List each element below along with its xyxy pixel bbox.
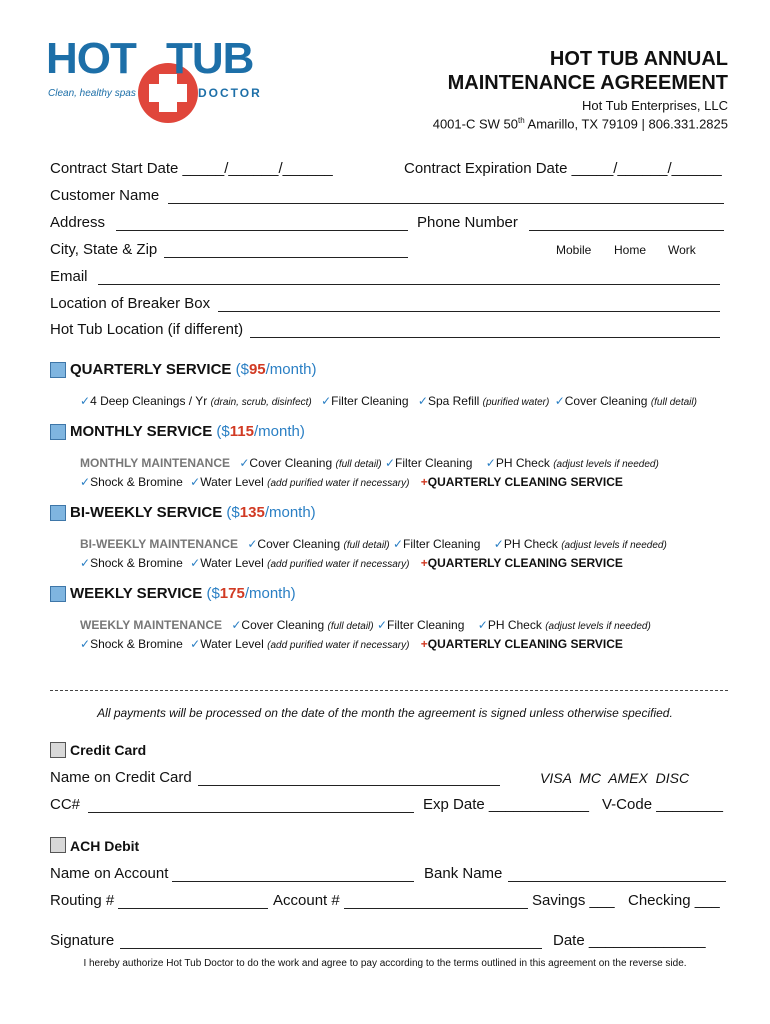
check-icon: ✓	[554, 394, 565, 408]
weekly-maintenance-label: WEEKLY MAINTENANCE	[80, 618, 223, 632]
item-cover-cleaning-note: (full detail)	[650, 397, 697, 408]
savings-field[interactable]: Savings ___	[532, 892, 615, 909]
address-sup: th	[517, 116, 525, 125]
item-filter-cleaning: Filter Cleaning	[387, 618, 465, 632]
item-cover-cleaning: Cover Cleaning	[257, 537, 341, 551]
weekly-service-heading	[70, 585, 296, 602]
logo-tagline: Clean, healthy spas	[48, 88, 136, 99]
quarterly-price-per: /month)	[265, 361, 317, 378]
breaker-box-label: Location of Breaker Box	[50, 295, 211, 312]
check-icon: ✓	[190, 556, 201, 570]
company-name: Hot Tub Enterprises, LLC	[582, 98, 728, 113]
quarterly-price-open: ($	[231, 361, 249, 378]
item-ph-check: PH Check	[495, 456, 550, 470]
quarterly-service-name: QUARTERLY SERVICE	[70, 361, 232, 378]
cc-number-label: CC#	[50, 796, 81, 813]
quarterly-price: 95	[248, 361, 266, 378]
item-filter-cleaning: Filter Cleaning	[331, 394, 409, 408]
phone-number-label: Phone Number	[417, 214, 518, 231]
check-icon: ✓	[477, 618, 488, 632]
signature-field[interactable]	[120, 948, 542, 949]
monthly-price-per: /month)	[253, 423, 305, 440]
weekly-price-open: ($	[202, 585, 220, 602]
routing-field[interactable]	[118, 908, 268, 909]
address-pre: 4001-C SW 50	[432, 116, 518, 132]
check-icon: ✓	[247, 537, 258, 551]
phone-number-field[interactable]	[529, 230, 724, 231]
contract-start-date[interactable]: Contract Start Date _____/______/______	[50, 160, 333, 177]
monthly-price: 115	[229, 423, 254, 440]
item-cover-cleaning: Cover Cleaning	[241, 618, 325, 632]
plus-icon: +	[420, 637, 428, 651]
item-water-level-note: (add purified water if necessary)	[267, 559, 410, 570]
account-field[interactable]	[344, 908, 528, 909]
address-post: Amarillo, TX 79109 | 806.331.2825	[524, 116, 728, 132]
phone-type-home[interactable]: Home	[614, 243, 647, 257]
item-shock-bromine: Shock & Bromine	[90, 556, 183, 570]
monthly-service-heading	[70, 423, 305, 440]
item-deep-cleanings: 4 Deep Cleanings / Yr	[90, 394, 208, 408]
item-quarterly-cleaning: QUARTERLY CLEANING SERVICE	[427, 637, 623, 651]
quarterly-service-heading	[70, 361, 317, 378]
logo-tub: TUB	[166, 34, 254, 83]
quarterly-items	[80, 394, 697, 408]
check-icon: ✓	[80, 556, 91, 570]
item-cover-cleaning-note: (full detail)	[335, 459, 382, 470]
monthly-items-row2	[80, 475, 623, 489]
customer-name-field[interactable]	[168, 203, 724, 204]
check-icon: ✓	[417, 394, 428, 408]
item-quarterly-cleaning: QUARTERLY CLEANING SERVICE	[427, 556, 623, 570]
item-cover-cleaning-note: (full detail)	[327, 621, 374, 632]
biweekly-items-row1	[80, 537, 667, 551]
email-label: Email	[50, 268, 88, 285]
plus-icon: +	[420, 475, 428, 489]
date-field[interactable]: Date ______________	[553, 932, 706, 949]
bank-name-field[interactable]	[508, 881, 726, 882]
email-field[interactable]	[98, 284, 720, 285]
item-cover-cleaning: Cover Cleaning	[564, 394, 648, 408]
name-on-account-label: Name on Account	[50, 865, 169, 882]
authorization-text: I hereby authorize Hot Tub Doctor to do the work and agree to pay according to the terms outlined in this agreement on the reverse side.	[83, 958, 687, 969]
check-icon: ✓	[80, 394, 91, 408]
logo	[46, 34, 268, 130]
hot-tub-location-label: Hot Tub Location (if different)	[50, 321, 244, 338]
weekly-service-checkbox[interactable]	[50, 586, 66, 602]
ach-debit-heading: ACH Debit	[70, 838, 140, 854]
biweekly-items-row2	[80, 556, 623, 570]
check-icon: ✓	[384, 456, 396, 470]
city-state-zip-field[interactable]	[164, 257, 408, 258]
check-icon: ✓	[80, 475, 91, 489]
monthly-maintenance-label: MONTHLY MAINTENANCE	[80, 456, 231, 470]
document-title-line2: MAINTENANCE AGREEMENT	[447, 72, 728, 94]
biweekly-price: 135	[239, 504, 265, 521]
biweekly-maintenance-label: BI-WEEKLY MAINTENANCE	[80, 537, 239, 551]
ach-debit-checkbox[interactable]	[50, 837, 66, 853]
item-cover-cleaning: Cover Cleaning	[249, 456, 333, 470]
item-shock-bromine: Shock & Bromine	[90, 475, 183, 489]
monthly-service-name: MONTHLY SERVICE	[70, 423, 213, 440]
account-label: Account #	[273, 892, 340, 909]
credit-card-heading: Credit Card	[70, 742, 147, 758]
item-shock-bromine: Shock & Bromine	[90, 637, 183, 651]
weekly-items-row1	[80, 618, 651, 632]
city-state-zip-label: City, State & Zip	[50, 241, 158, 258]
item-water-level-note: (add purified water if necessary)	[267, 478, 410, 489]
checking-field[interactable]: Checking ___	[628, 892, 720, 909]
monthly-items-row1	[80, 456, 659, 470]
item-cover-cleaning-note: (full detail)	[343, 540, 390, 551]
plus-icon: +	[420, 556, 428, 570]
weekly-price: 175	[219, 585, 245, 602]
item-ph-check-note: (adjust levels if needed)	[561, 540, 667, 551]
check-icon: ✓	[190, 637, 201, 651]
item-ph-check: PH Check	[487, 618, 542, 632]
item-ph-check-note: (adjust levels if needed)	[553, 459, 659, 470]
bank-name-label: Bank Name	[424, 865, 503, 882]
monthly-price-open: ($	[212, 423, 230, 440]
item-ph-check: PH Check	[503, 537, 558, 551]
item-deep-cleanings-note: (drain, scrub, disinfect)	[210, 397, 312, 408]
name-on-card-field[interactable]	[198, 785, 500, 786]
item-water-level: Water Level	[200, 475, 264, 489]
check-icon: ✓	[493, 537, 504, 551]
check-icon: ✓	[392, 537, 404, 551]
item-spa-refill: Spa Refill	[427, 394, 480, 408]
payment-note: All payments will be processed on the date of the month the agreement is signed unless otherwise specified.	[97, 706, 673, 720]
check-icon: ✓	[239, 456, 250, 470]
vcode-field[interactable]: V-Code ________	[602, 796, 723, 813]
dashed-divider	[50, 690, 728, 691]
item-ph-check-note: (adjust levels if needed)	[545, 621, 651, 632]
item-spa-refill-note: (purified water)	[482, 397, 550, 408]
cc-number-field[interactable]	[88, 812, 414, 813]
check-icon: ✓	[321, 394, 332, 408]
biweekly-service-checkbox[interactable]	[50, 505, 66, 521]
item-water-level: Water Level	[200, 556, 264, 570]
item-quarterly-cleaning: QUARTERLY CLEANING SERVICE	[427, 475, 623, 489]
logo-doctor: DOCTOR	[198, 86, 262, 100]
item-water-level: Water Level	[200, 637, 264, 651]
logo-hot: HOT	[46, 34, 136, 83]
company-address	[433, 116, 728, 131]
check-icon: ✓	[376, 618, 388, 632]
accepted-cards: VISA MC AMEX DISC	[540, 770, 690, 786]
phone-type-mobile[interactable]: Mobile	[556, 243, 592, 257]
weekly-items-row2	[80, 637, 623, 651]
breaker-box-field[interactable]	[218, 311, 720, 312]
biweekly-price-open: ($	[222, 504, 240, 521]
name-on-account-field[interactable]	[172, 881, 414, 882]
biweekly-service-heading	[70, 504, 316, 521]
item-filter-cleaning: Filter Cleaning	[403, 537, 481, 551]
check-icon: ✓	[190, 475, 201, 489]
hot-tub-location-field[interactable]	[250, 337, 720, 338]
name-on-card-label: Name on Credit Card	[50, 769, 192, 786]
document-title-line1: HOT TUB ANNUAL	[549, 48, 728, 70]
contract-expiration-date[interactable]: Contract Expiration Date _____/______/______	[404, 160, 722, 177]
exp-date-field[interactable]: Exp Date ____________	[423, 796, 589, 813]
weekly-price-per: /month)	[244, 585, 296, 602]
item-water-level-note: (add purified water if necessary)	[267, 640, 410, 651]
signature-label: Signature	[50, 932, 115, 949]
phone-type-work[interactable]: Work	[668, 243, 696, 257]
weekly-service-name: WEEKLY SERVICE	[70, 585, 203, 602]
biweekly-price-per: /month)	[264, 504, 316, 521]
address-field[interactable]	[116, 230, 408, 231]
monthly-service-checkbox[interactable]	[50, 424, 66, 440]
quarterly-service-checkbox[interactable]	[50, 362, 66, 378]
routing-label: Routing #	[50, 892, 115, 909]
credit-card-checkbox[interactable]	[50, 742, 66, 758]
address-label: Address	[50, 214, 106, 231]
check-icon: ✓	[485, 456, 496, 470]
check-icon: ✓	[80, 637, 91, 651]
check-icon: ✓	[231, 618, 242, 632]
customer-name-label: Customer Name	[50, 187, 160, 204]
biweekly-service-name: BI-WEEKLY SERVICE	[70, 504, 223, 521]
item-filter-cleaning: Filter Cleaning	[395, 456, 473, 470]
